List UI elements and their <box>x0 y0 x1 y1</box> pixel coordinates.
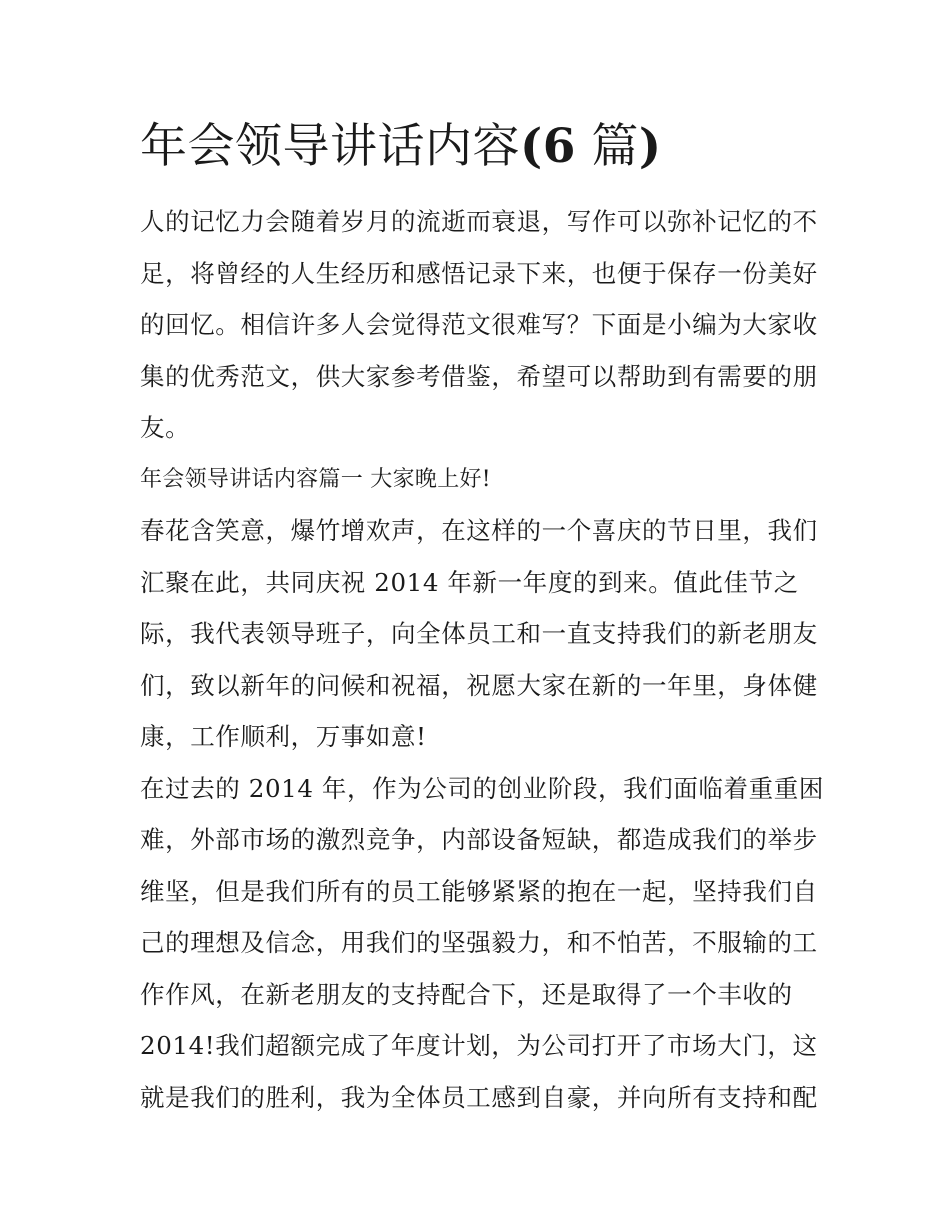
text-line: 在过去的 2014 年，作为公司的创业阶段，我们面临着重重困 <box>140 773 824 803</box>
text-line: 春花含笑意，爆竹增欢声，在这样的一个喜庆的节日里，我们 <box>140 516 818 545</box>
text-line: 己的理想及信念，用我们的坚强毅力，和不怕苦，不服输的工 <box>140 928 818 957</box>
section-heading: 年会领导讲话内容篇一 大家晚上好! <box>140 466 491 492</box>
text-line: 维坚，但是我们所有的员工能够紧紧的抱在一起，坚持我们自 <box>140 876 818 906</box>
text-line: 就是我们的胜利，我为全体员工感到自豪，并向所有支持和配 <box>140 1082 818 1112</box>
text-line: 友。 <box>140 413 191 442</box>
text-line: 人的记忆力会随着岁月的流逝而衰退，写作可以弥补记忆的不 <box>140 207 818 236</box>
document-title-text: 年会领导讲话内容 <box>140 119 520 174</box>
text-line: 际，我代表领导班子，向全体员工和一直支持我们的新老朋友 <box>140 619 818 648</box>
document-title-count: (6 <box>520 119 576 174</box>
document-title-close: ) <box>638 119 662 174</box>
document-title <box>140 112 662 182</box>
text-line: 足，将曾经的人生经历和感悟记录下来，也便于保存一份美好 <box>140 258 818 288</box>
text-line: 的回忆。相信许多人会觉得范文很难写？下面是小编为大家收 <box>140 310 818 339</box>
text-line: 们，致以新年的问候和祝福，祝愿大家在新的一年里，身体健 <box>140 670 818 700</box>
text-line: 汇聚在此，共同庆祝 2014 年新一年度的到来。值此佳节之 <box>140 567 799 597</box>
document-body <box>140 196 824 1123</box>
document-title-unit: 篇 <box>575 119 639 174</box>
text-line: 难，外部市场的激烈竞争，内部设备短缺，都造成我们的举步 <box>140 825 818 854</box>
text-line: 集的优秀范文，供大家参考借鉴，希望可以帮助到有需要的朋 <box>140 361 818 391</box>
text-line: 作作风，在新老朋友的支持配合下，还是取得了一个丰收的 <box>140 979 793 1009</box>
text-line: 康，工作顺利，万事如意! <box>140 722 427 751</box>
text-line: 2014!我们超额完成了年度计划，为公司打开了市场大门，这 <box>140 1031 818 1060</box>
